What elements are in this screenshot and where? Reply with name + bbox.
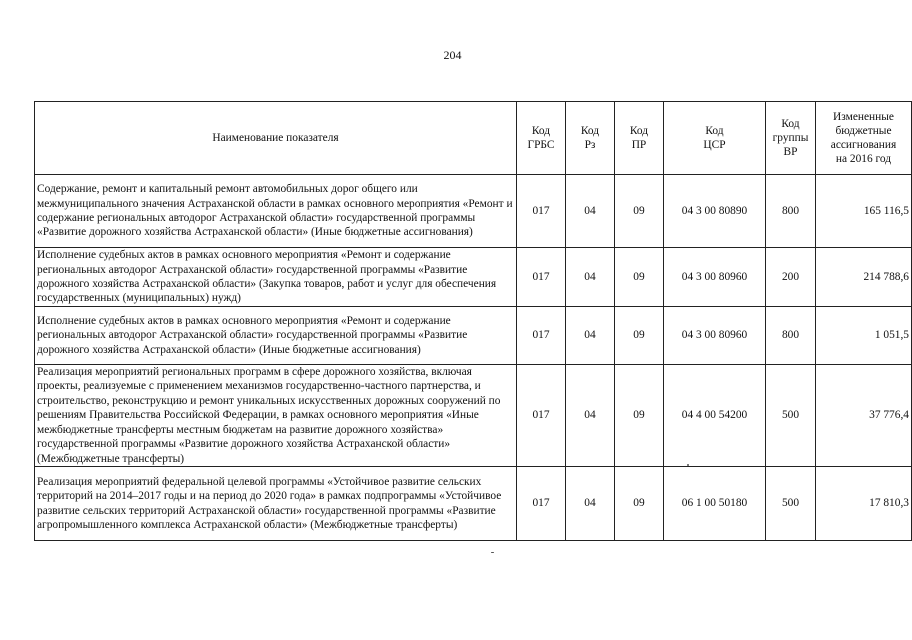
row-csr: 04 4 00 54200 (664, 365, 766, 467)
row-pr: 09 (615, 365, 664, 467)
row-rz: 04 (566, 175, 615, 248)
table-row (35, 467, 912, 541)
row-grbs: 017 (517, 248, 566, 307)
row-name: Реализация мероприятий региональных программ в сфере дорожного хозяйства, включая проекты, реализуемые с применением механизмов государственно-частного партнерства, и строительство, реконструкцию и ремонт уникальных искусственных дорожных сооружений по решениям Правительства Российской Федерации, в рамках основного мероприятия «Иные межбюджетные трансферты местным бюджетам на развитие дорожного хозяйства» государственной программы «Развитие дорожного хозяйства Астраханской области» (Межбюджетные трансферты) (35, 365, 517, 467)
row-sum: 1 051,5 (816, 307, 912, 365)
row-sum: 17 810,3 (816, 467, 912, 541)
page-number: 204 (443, 48, 462, 62)
header-allocations: Измененные бюджетные ассигнования на 2016 год (816, 102, 912, 175)
row-grbs: 017 (517, 175, 566, 248)
header-grbs-code: Код ГРБС (517, 102, 566, 175)
table-header-row (35, 102, 912, 175)
row-vr: 800 (766, 175, 816, 248)
row-rz: 04 (566, 248, 615, 307)
row-pr: 09 (615, 175, 664, 248)
row-sum: 165 116,5 (816, 175, 912, 248)
row-name: Содержание, ремонт и капитальный ремонт автомобильных дорог общего или межмуниципального значения Астраханской области в рамках основного мероприятия «Ремонт и содержание региональных автодорог Астраханской области» государственной программы «Развитие дорожного хозяйства Астраханской области» (Иные бюджетные ассигнования) (35, 175, 517, 248)
table-row (35, 307, 912, 365)
header-rz-code: Код Рз (566, 102, 615, 175)
table-row (35, 365, 912, 467)
header-vr-code: Код группы ВР (766, 102, 816, 175)
table-row (35, 175, 912, 248)
row-rz: 04 (566, 467, 615, 541)
scan-speck (687, 464, 689, 466)
row-csr: 04 3 00 80960 (664, 248, 766, 307)
budget-table (34, 101, 912, 541)
row-pr: 09 (615, 248, 664, 307)
row-vr: 800 (766, 307, 816, 365)
row-sum: 214 788,6 (816, 248, 912, 307)
row-sum: 37 776,4 (816, 365, 912, 467)
header-name: Наименование показателя (35, 102, 517, 175)
row-csr: 04 3 00 80960 (664, 307, 766, 365)
row-name: Исполнение судебных актов в рамках основного мероприятия «Ремонт и содержание региональных автодорог Астраханской области» государственной программы «Развитие дорожного хозяйства Астраханской области» (Закупка товаров, работ и услуг для обеспечения государственных (муниципальных) нужд) (35, 248, 517, 307)
row-rz: 04 (566, 365, 615, 467)
row-vr: 500 (766, 467, 816, 541)
row-pr: 09 (615, 307, 664, 365)
row-grbs: 017 (517, 307, 566, 365)
row-vr: 500 (766, 365, 816, 467)
row-grbs: 017 (517, 467, 566, 541)
row-rz: 04 (566, 307, 615, 365)
row-pr: 09 (615, 467, 664, 541)
row-csr: 06 1 00 50180 (664, 467, 766, 541)
scan-speck (491, 552, 494, 553)
row-csr: 04 3 00 80890 (664, 175, 766, 248)
row-grbs: 017 (517, 365, 566, 467)
row-name: Исполнение судебных актов в рамках основного мероприятия «Ремонт и содержание региональных автодорог Астраханской области» государственной программы «Развитие дорожного хозяйства Астраханской области» (Иные бюджетные ассигнования) (35, 307, 517, 365)
table-row (35, 248, 912, 307)
row-vr: 200 (766, 248, 816, 307)
row-name: Реализация мероприятий федеральной целевой программы «Устойчивое развитие сельских территорий на 2014–2017 годы и на период до 2020 года» в рамках подпрограммы «Устойчивое развитие сельских территорий Астраханской области» государственной программы «Развитие агропромышленного комплекса Астраханской области» (Межбюджетные трансферты) (35, 467, 517, 541)
header-pr-code: Код ПР (615, 102, 664, 175)
header-csr-code: Код ЦСР (664, 102, 766, 175)
